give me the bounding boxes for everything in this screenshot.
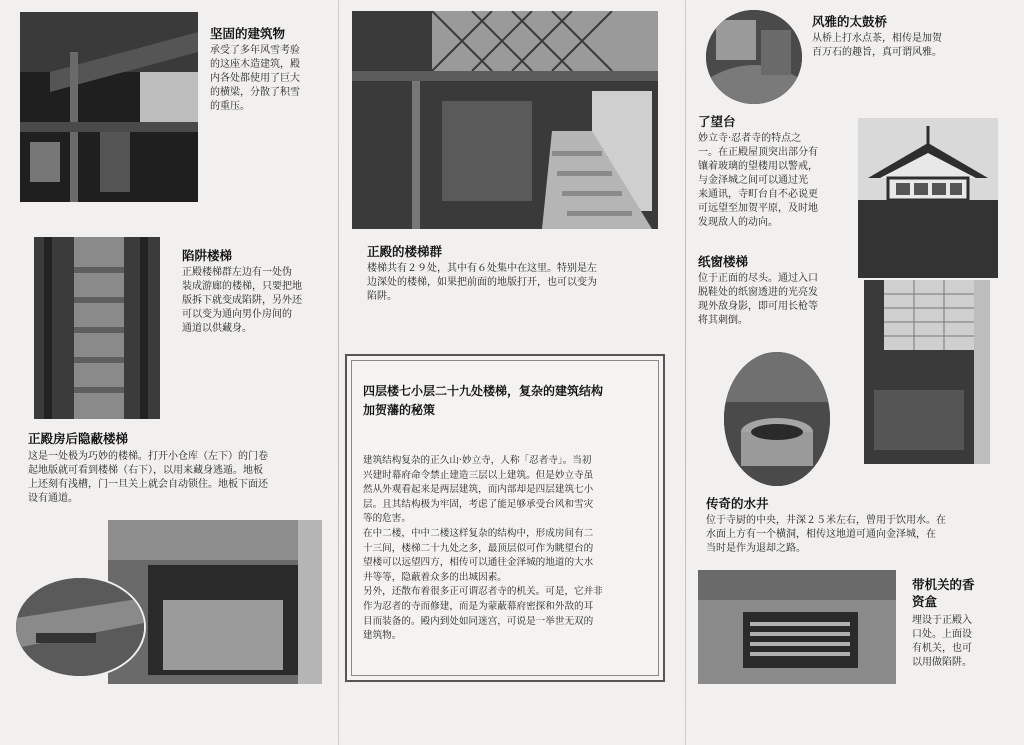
- left-panel: [0, 0, 338, 745]
- section-title: 正殿房后隐蔽楼梯: [28, 431, 129, 446]
- photo-storeroom-door: [14, 576, 146, 678]
- photo-hidden-stair-floor: [108, 520, 322, 684]
- fold-line-right: [685, 0, 686, 745]
- feature-text: 建筑结构复杂的正久山·妙立寺，人称「忍者寺」。当初 兴建时幕府命令禁止建造三层以上建筑。但是妙立寺虽 然从外观看起来是两层建筑，而内部却是四层建筑七小 层。且其结构极为牢固，考虑了能足够承受台风和雪灾 等的危害。 在中二楼，中中二楼这样复杂的结构中，形成房间有二 十三间，楼梯二十九处之多，最顶层似可作为眺望台的 望楼可以远望四方，相传可以通往金泽城的地道的大水 井等等，隐蔽着众多的出城因素。 另外，还散布着很多正可谓忍者寺的机关。可是，它并非 作为忍者的寺而修建，而是为蒙蔽幕府密探和外敌的耳 目而装备的。殿内到处如同迷宫，可说是一举世无双的 建筑物。: [363, 455, 603, 642]
- photo-main-hall-staircases: [352, 11, 658, 229]
- section-title: 陷阱楼梯: [182, 248, 233, 263]
- photo-incense-box: [698, 570, 896, 684]
- photo-paper-window-stair: [864, 280, 990, 464]
- section-title: 了望台: [698, 114, 736, 129]
- feature-heading: 四层楼七小层二十九处楼梯，复杂的建筑结构 加贺藩的秘策: [363, 384, 604, 417]
- section-text: 承受了多年风雪考验 的这座木造建筑，殿 内各处都使用了巨大 的横梁，分散了积雪 的重压。: [210, 45, 300, 112]
- section-title: 纸窗楼梯: [698, 254, 749, 269]
- right-panel: [685, 0, 1024, 745]
- section-title: 传奇的水井: [706, 496, 769, 511]
- section-text: 位于正面的尽头。通过入口 脱鞋处的纸窗透进的光亮发 现外敌身影，即可用长枪等 将其刺倒。: [698, 273, 818, 326]
- section-title: 正殿的楼梯群: [367, 244, 443, 259]
- section-text: 埋设于正殿入 口处。上面设 有机关，也可 以用做陷阱。: [912, 615, 972, 668]
- photo-trap-staircase: [34, 237, 160, 419]
- fold-line-left: [338, 0, 339, 745]
- section-title: 坚固的建筑物: [210, 26, 286, 41]
- section-title: 带机关的香 资盒: [912, 577, 975, 609]
- section-text: 这是一处极为巧妙的楼梯。打开小仓库（左下）的门卷 起地版就可看到楼梯（右下），以用来藏身逃遁。地板 上还刻有浅槽，门一旦关上就会自动锁住。地板下面还 设有通道。: [28, 451, 268, 504]
- section-text: 妙立寺·忍者寺的特点之 一。在正殿屋顶突出部分有 镶着玻璃的望楼用以警戒， 与金泽城之间可以通过光 来通讯，寺町台自不必说更 可远望至加贺平原，及时地 发现敌人的动向。: [698, 133, 818, 228]
- photo-wooden-hall: [20, 12, 198, 202]
- middle-panel: [338, 0, 685, 745]
- section-title: 风雅的太鼓桥: [812, 14, 888, 29]
- section-text: 楼梯共有２９处，其中有６处集中在这里。特别是左 边深处的楼梯，如果把前面的地版打开，也可以变为 陷阱。: [367, 263, 597, 302]
- section-text: 从桥上打水点茶，相传是加贺 百万石的趣旨，真可谓风雅。: [812, 33, 942, 58]
- feature-box: [345, 354, 665, 682]
- photo-well: [724, 352, 830, 486]
- section-text: 正殿楼梯群左边有一处伪 装成游廊的楼梯，只要把地 版拆下就变成陷阱，另外还 可以变为通向男仆房间的 通道以供藏身。: [182, 267, 302, 334]
- photo-watchtower: [858, 118, 998, 278]
- photo-drum-bridge: [706, 10, 802, 104]
- section-text: 位于寺厨的中央，井深２５米左右，曾用于饮用水。在 水面上方有一个横洞，相传这地道可通向金泽城，在 当时是作为退却之路。: [706, 515, 946, 554]
